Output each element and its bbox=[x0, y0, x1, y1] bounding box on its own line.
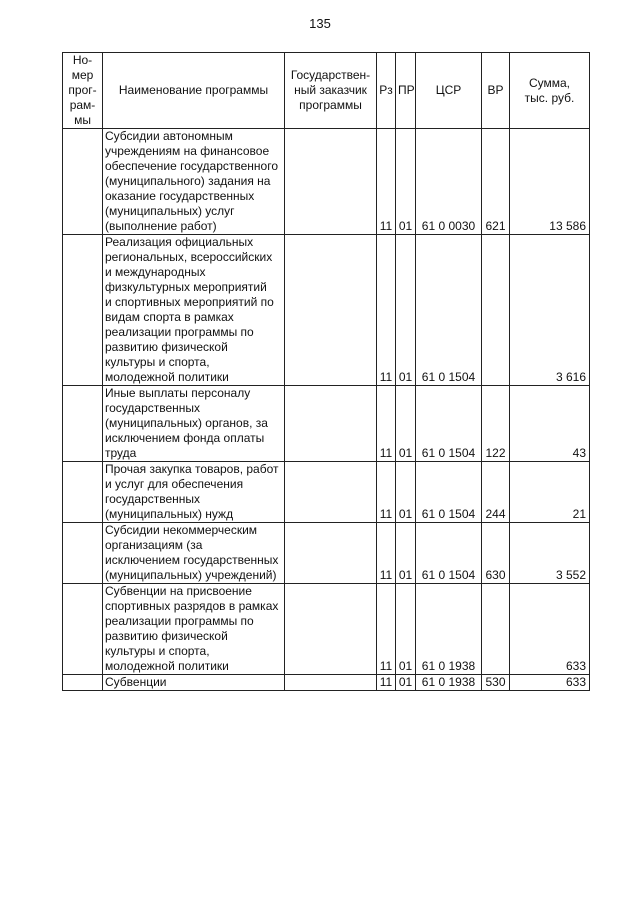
header-sum: Сумма, тыс. руб. bbox=[510, 53, 590, 129]
budget-table bbox=[62, 52, 590, 691]
vr-cell: 244 bbox=[482, 462, 510, 523]
program-number-cell bbox=[63, 523, 103, 584]
table-row bbox=[63, 129, 590, 235]
customer-cell bbox=[285, 584, 377, 675]
pr-cell: 01 bbox=[396, 675, 416, 691]
program-number-cell bbox=[63, 675, 103, 691]
header-csr: ЦСР bbox=[416, 53, 482, 129]
sum-cell: 43 bbox=[510, 386, 590, 462]
csr-cell: 61 0 1504 bbox=[416, 386, 482, 462]
header-rz: Рз bbox=[377, 53, 396, 129]
csr-cell: 61 0 1504 bbox=[416, 235, 482, 386]
program-name-cell: Реализация официальных региональных, всероссийских и международных физкультурных мероприятий и спортивных мероприятий по видам спорта в рамках реализации программы по развитию физической культуры и спорта, молодежной политики bbox=[103, 235, 285, 386]
pr-cell: 01 bbox=[396, 129, 416, 235]
pr-cell: 01 bbox=[396, 462, 416, 523]
vr-cell: 621 bbox=[482, 129, 510, 235]
sum-cell: 21 bbox=[510, 462, 590, 523]
program-number-cell bbox=[63, 386, 103, 462]
header-customer: Государствен- ный заказчик программы bbox=[285, 53, 377, 129]
pr-cell: 01 bbox=[396, 235, 416, 386]
vr-cell bbox=[482, 584, 510, 675]
sum-cell: 633 bbox=[510, 584, 590, 675]
rz-cell: 11 bbox=[377, 129, 396, 235]
rz-cell: 11 bbox=[377, 462, 396, 523]
sum-cell: 13 586 bbox=[510, 129, 590, 235]
pr-cell: 01 bbox=[396, 523, 416, 584]
rz-cell: 11 bbox=[377, 235, 396, 386]
table-row bbox=[63, 523, 590, 584]
rz-cell: 11 bbox=[377, 675, 396, 691]
program-name-cell: Субсидии некоммерческим организациям (за исключением государственных (муниципальных) учреждений) bbox=[103, 523, 285, 584]
sum-cell: 633 bbox=[510, 675, 590, 691]
table-row bbox=[63, 462, 590, 523]
table-row bbox=[63, 675, 590, 691]
rz-cell: 11 bbox=[377, 386, 396, 462]
header-pr: ПР bbox=[396, 53, 416, 129]
rz-cell: 11 bbox=[377, 584, 396, 675]
csr-cell: 61 0 0030 bbox=[416, 129, 482, 235]
csr-cell: 61 0 1504 bbox=[416, 462, 482, 523]
csr-cell: 61 0 1938 bbox=[416, 675, 482, 691]
vr-cell: 530 bbox=[482, 675, 510, 691]
header-program-name: Наименование программы bbox=[103, 53, 285, 129]
pr-cell: 01 bbox=[396, 386, 416, 462]
program-number-cell bbox=[63, 129, 103, 235]
table-body bbox=[63, 129, 590, 691]
page-number: 135 bbox=[309, 16, 331, 31]
customer-cell bbox=[285, 129, 377, 235]
program-name-cell: Субсидии автономным учреждениям на финансовое обеспечение государственного (муниципального) задания на оказание государственных (муниципальных) услуг (выполнение работ) bbox=[103, 129, 285, 235]
customer-cell bbox=[285, 386, 377, 462]
csr-cell: 61 0 1504 bbox=[416, 523, 482, 584]
csr-cell: 61 0 1938 bbox=[416, 584, 482, 675]
header-program-number: Но- мер прог- рам- мы bbox=[63, 53, 103, 129]
sum-cell: 3 616 bbox=[510, 235, 590, 386]
customer-cell bbox=[285, 462, 377, 523]
table-row bbox=[63, 584, 590, 675]
vr-cell bbox=[482, 235, 510, 386]
table-row bbox=[63, 386, 590, 462]
program-number-cell bbox=[63, 462, 103, 523]
pr-cell: 01 bbox=[396, 584, 416, 675]
header-vr: ВР bbox=[482, 53, 510, 129]
sum-cell: 3 552 bbox=[510, 523, 590, 584]
vr-cell: 122 bbox=[482, 386, 510, 462]
program-name-cell: Прочая закупка товаров, работ и услуг для обеспечения государственных (муниципальных) нужд bbox=[103, 462, 285, 523]
program-name-cell: Субвенции на присвоение спортивных разрядов в рамках реализации программы по развитию физической культуры и спорта, молодежной политики bbox=[103, 584, 285, 675]
customer-cell bbox=[285, 523, 377, 584]
program-name-cell: Субвенции bbox=[103, 675, 285, 691]
rz-cell: 11 bbox=[377, 523, 396, 584]
vr-cell: 630 bbox=[482, 523, 510, 584]
program-number-cell bbox=[63, 584, 103, 675]
customer-cell bbox=[285, 675, 377, 691]
customer-cell bbox=[285, 235, 377, 386]
program-number-cell bbox=[63, 235, 103, 386]
header-row bbox=[63, 53, 590, 129]
program-name-cell: Иные выплаты персоналу государственных (муниципальных) органов, за исключением фонда оплаты труда bbox=[103, 386, 285, 462]
table-row bbox=[63, 235, 590, 386]
